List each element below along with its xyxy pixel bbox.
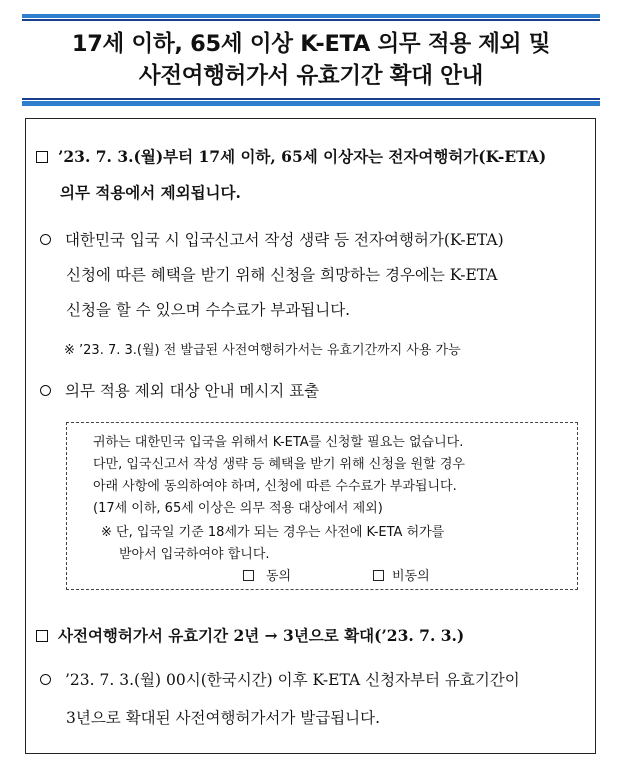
page-title [22,28,600,92]
section2-heading-text: 사전여행허가서 유효기간 2년 → 3년으로 확대(’23. 7. 3.) [58,626,465,645]
title-bottom-bar [22,101,600,106]
message-line-1: 귀하는 대한민국 입국을 위해서 K-ETA를 신청할 필요는 없습니다. [93,435,464,450]
section1-note: ※ ’23. 7. 3.(월) 전 발급된 사전여행허가서는 유효기간까지 사용 가능 [64,343,461,358]
agree-label: 동의 [266,569,292,584]
section2-bullet1-line2: 3년으로 확대된 사전여행허가서가 발급됩니다. [66,709,381,727]
title-line-2: 사전여행허가서 유효기간 확대 안내 [138,63,484,89]
section1-bullet1 [40,228,504,250]
section1-bullet2 [40,379,319,401]
message-line-4: (17세 이하, 65세 이상은 의무 적용 대상에서 제외) [93,501,383,516]
circle-bullet-icon [40,385,51,396]
title-line-1: 17세 이하, 65세 이상 K-ETA 의무 적용 제외 및 [71,31,551,57]
section1-heading-line1: ’23. 7. 3.(월)부터 17세 이하, 65세 이상자는 전자여행허가(K-ETA) [58,147,547,166]
square-bullet-icon [36,151,48,163]
circle-bullet-icon [40,234,51,245]
section2-heading [36,624,464,646]
agree-option[interactable] [243,565,291,584]
section1-bullet1-line2: 신청에 따른 혜택을 받기 위해 신청을 희망하는 경우에는 K-ETA [66,266,498,284]
square-bullet-icon [36,630,48,642]
title-bottom-rule [22,98,600,100]
agree-checkbox[interactable] [243,570,254,581]
disagree-label: 비동의 [392,569,430,584]
title-banner [22,14,600,108]
section1-bullet1-line1: 대한민국 입국 시 입국신고서 작성 생략 등 전자여행허가(K-ETA) [65,231,504,249]
message-line-3: 아래 사항에 동의하여야 하며, 신청에 따른 수수료가 부과됩니다. [93,479,457,494]
section2-bullet1-line1: ’23. 7. 3.(월) 00시(한국시간) 이후 K-ETA 신청자부터 유효기간이 [65,671,520,689]
section1-heading-line2: 의무 적용에서 제외됩니다. [60,183,241,202]
title-top-bar [22,14,600,18]
message-note-line-1: ※ 단, 입국일 기준 18세가 되는 경우는 사전에 K-ETA 허가를 [101,525,445,540]
guidance-message-box [66,422,578,590]
section1-bullet1-line3: 신청을 할 수 있으며 수수료가 부과됩니다. [66,301,351,319]
section2-bullet1 [40,668,520,690]
circle-bullet-icon [40,674,51,685]
message-line-2: 다만, 입국신고서 작성 생략 등 혜택을 받기 위해 신청을 원할 경우 [93,457,465,472]
disagree-checkbox[interactable] [373,570,384,581]
disagree-option[interactable] [373,565,430,584]
section1-heading [36,145,546,167]
section1-bullet2-text: 의무 적용 제외 대상 안내 메시지 표출 [65,382,320,400]
title-top-rule [22,19,600,21]
message-note-line-2: 받아서 입국하여야 합니다. [119,547,270,562]
